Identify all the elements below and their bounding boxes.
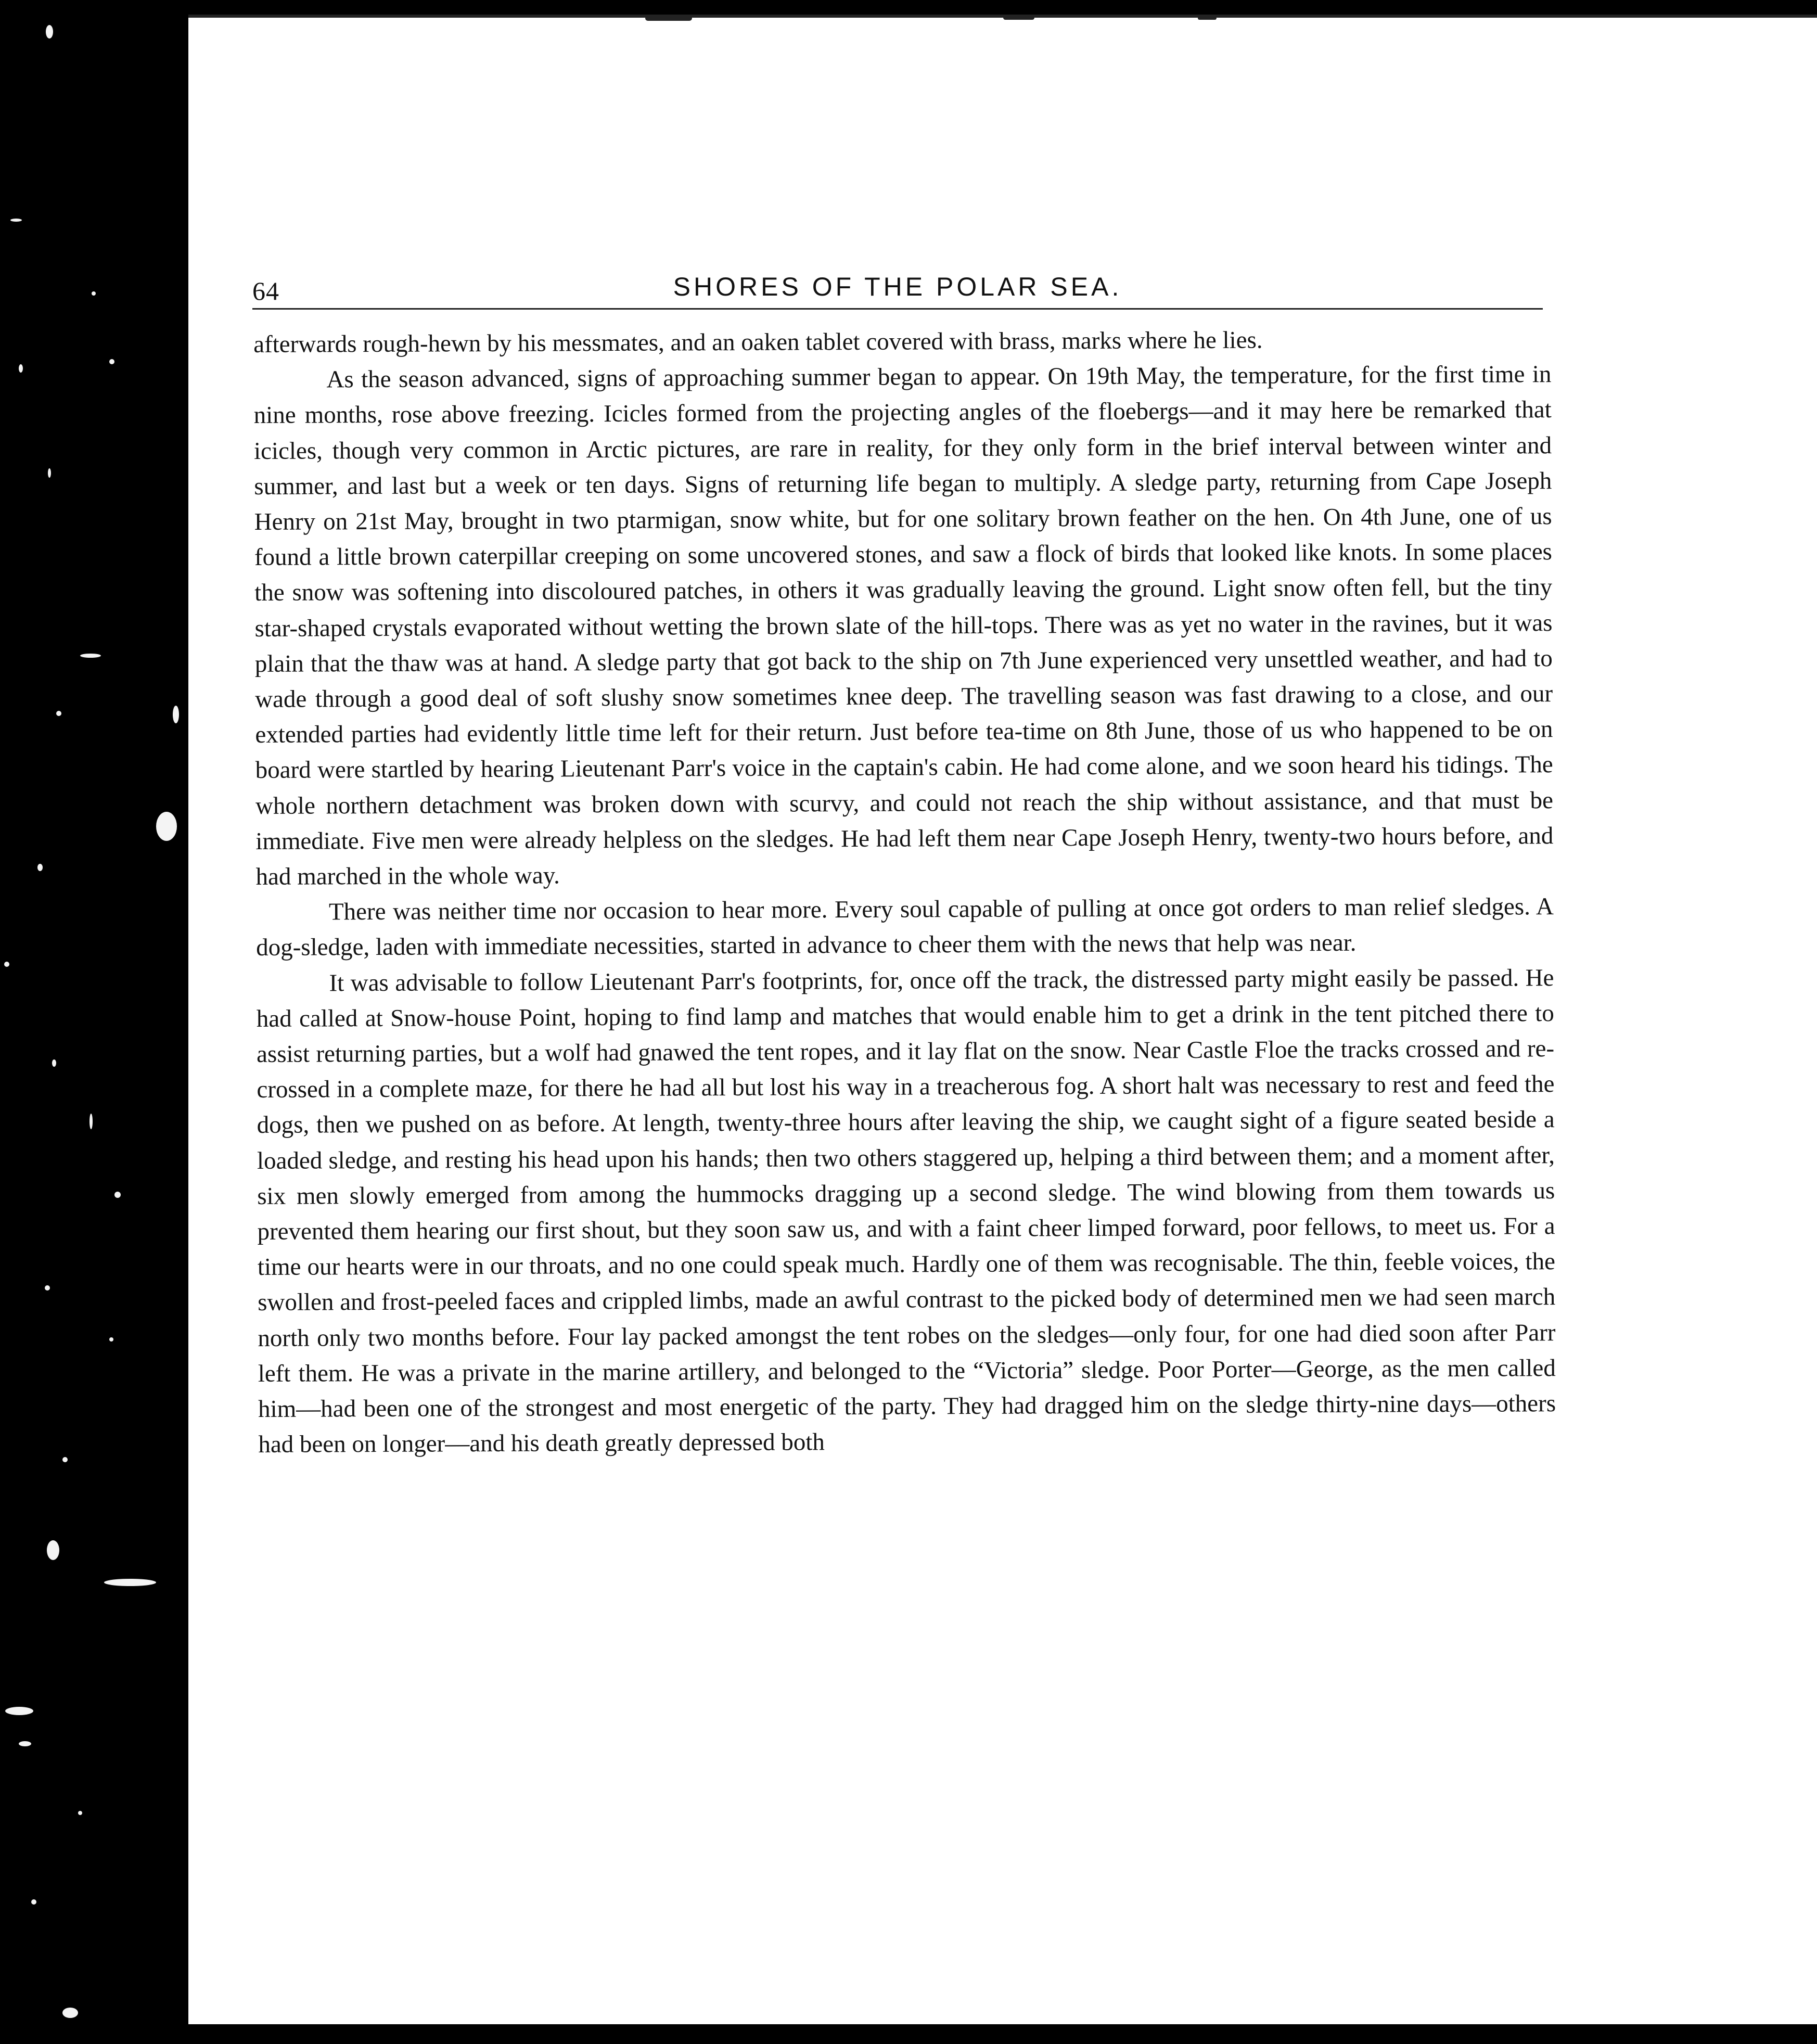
scan-speck — [89, 1114, 93, 1129]
scan-bottom-edge — [0, 2024, 1817, 2044]
header-rule — [252, 308, 1543, 310]
scan-speck — [45, 1285, 50, 1291]
page-number: 64 — [252, 276, 279, 305]
scan-speck — [56, 711, 61, 716]
scan-speck — [92, 291, 96, 296]
paragraph-continuation: afterwards rough-hewn by his messmates, and an oaken tablet covered with brass, marks where he lies. — [253, 326, 1263, 358]
scan-speck — [10, 219, 22, 222]
scan-speck — [52, 1059, 56, 1067]
scan-speck — [114, 1192, 121, 1198]
scan-speck — [109, 1337, 113, 1342]
scan-scratch — [645, 16, 692, 21]
scan-speck — [19, 1741, 31, 1746]
scan-speck — [37, 864, 43, 871]
scan-speck — [5, 1707, 33, 1715]
scan-speck — [19, 364, 23, 373]
scan-speck — [80, 654, 101, 658]
scan-scratch — [1198, 17, 1217, 20]
scan-speck — [46, 25, 53, 39]
paragraph: There was neither time nor occasion to hear more. Every soul capable of pulling at once got orders to man relief sledges. A dog-sledge, laden with immediate necessities, started in advance to cheer them with the news that help was near. — [256, 893, 1554, 962]
scan-speck — [47, 1540, 59, 1560]
scan-margin — [0, 0, 188, 2044]
scan-speck — [62, 1457, 68, 1462]
paragraph: As the season advanced, signs of approaching summer began to appear. On 19th May, the temperature, for the first time in nine months, rose above freezing. Icicles formed from the projecting angles of the floebergs—and it may here be remarked that icicles, though very common in Arctic pictures, are rare in reality, for they only form in the brief interval between winter and summer, and last but a week or ten days. Signs of returning life began to multiply. A sledge party, returning from Cape Joseph Henry on 21st May, brought in two ptarmigan, snow white, but for one solitary brown feather on the hen. On 4th June, one of us found a little brown caterpillar creeping on some uncovered stones, and saw a flock of birds that looked like knots. In some places the snow was softening into discoloured patches, in others it was gradually leaving the ground. Light snow often fell, but the tiny star-shaped crystals evaporated without wetting the brown slate of the hill-tops. There was as yet no water in the ravines, but it was plain that the thaw was at hand. A sledge party that got back to the ship on 7th June experienced very unsettled weather, and had to wade through a good deal of soft slushy snow sometimes knee deep. The travelling season was fast drawing to a close, and our extended parties had evidently little time left for their return. Just before tea-time on 8th June, those of us who happened to be on board were startled by hearing Lieutenant Parr's voice in the captain's cabin. He had come alone, and we soon heard his tidings. The whole northern detachment was broken down with scurvy, and could not reach the ship without assistance, and that must be immediate. Five men were already helpless on the sledges. He had left them near Cape Joseph Henry, twenty-two hours before, and had marched in the whole way. — [253, 361, 1554, 891]
scan-speck — [173, 706, 179, 723]
running-title: SHORES OF THE POLAR SEA. — [673, 272, 1122, 301]
scan-speck — [109, 359, 114, 364]
running-head — [252, 265, 1543, 308]
scan-speck — [104, 1579, 156, 1586]
scan-speck — [78, 1811, 82, 1815]
paragraph: It was advisable to follow Lieutenant Parr's footprints, for, once off the track, the distressed party might easily be passed. He had called at Snow-house Point, hoping to find lamp and matches that would enable him to get a drink in the tent pitched there to assist returning parties, but a wolf had gnawed the tent ropes, and it lay flat on the snow. Near Castle Floe the tracks crossed and re-crossed in a complete maze, for there he had all but lost his way in a treacherous fog. A short halt was necessary to rest and feed the dogs, then we pushed on as before. At length, twenty-three hours after leaving the ship, we caught sight of a figure seated beside a loaded sledge, and resting his head upon his hands; then two others staggered up, helping a third between them; and a moment after, six men slowly emerged from among the hummocks dragging up a second sledge. The wind blowing from them towards us prevented them hearing our first shout, but they soon saw us, and with a faint cheer limped forward, poor fellows, to meet us. For a time our hearts were in our throats, and no one could speak much. Hardly one of them was recognisable. The thin, feeble voices, the swollen and frost-peeled faces and crippled limbs, made an awful contrast to the picked body of determined men we had seen march north only two months before. Four lay packed amongst the tent robes on the sledges—only four, for one had died soon after Parr left them. He was a private in the marine artillery, and belonged to the “Victoria” sledge. Poor Porter—George, as the men called him—had been one of the strongest and most energetic of the party. They had dragged him on the sledge thirty-nine days—others had been on longer—and his death greatly depressed both — [256, 964, 1556, 1459]
scan-speck — [156, 812, 177, 841]
body-text — [253, 321, 1556, 1462]
scan-speck — [31, 1899, 36, 1905]
scan-scratch — [1003, 16, 1034, 20]
scan-scratch — [188, 15, 1817, 18]
scan-speck — [4, 962, 9, 967]
scan-speck — [62, 2008, 78, 2018]
scan-speck — [48, 468, 51, 478]
